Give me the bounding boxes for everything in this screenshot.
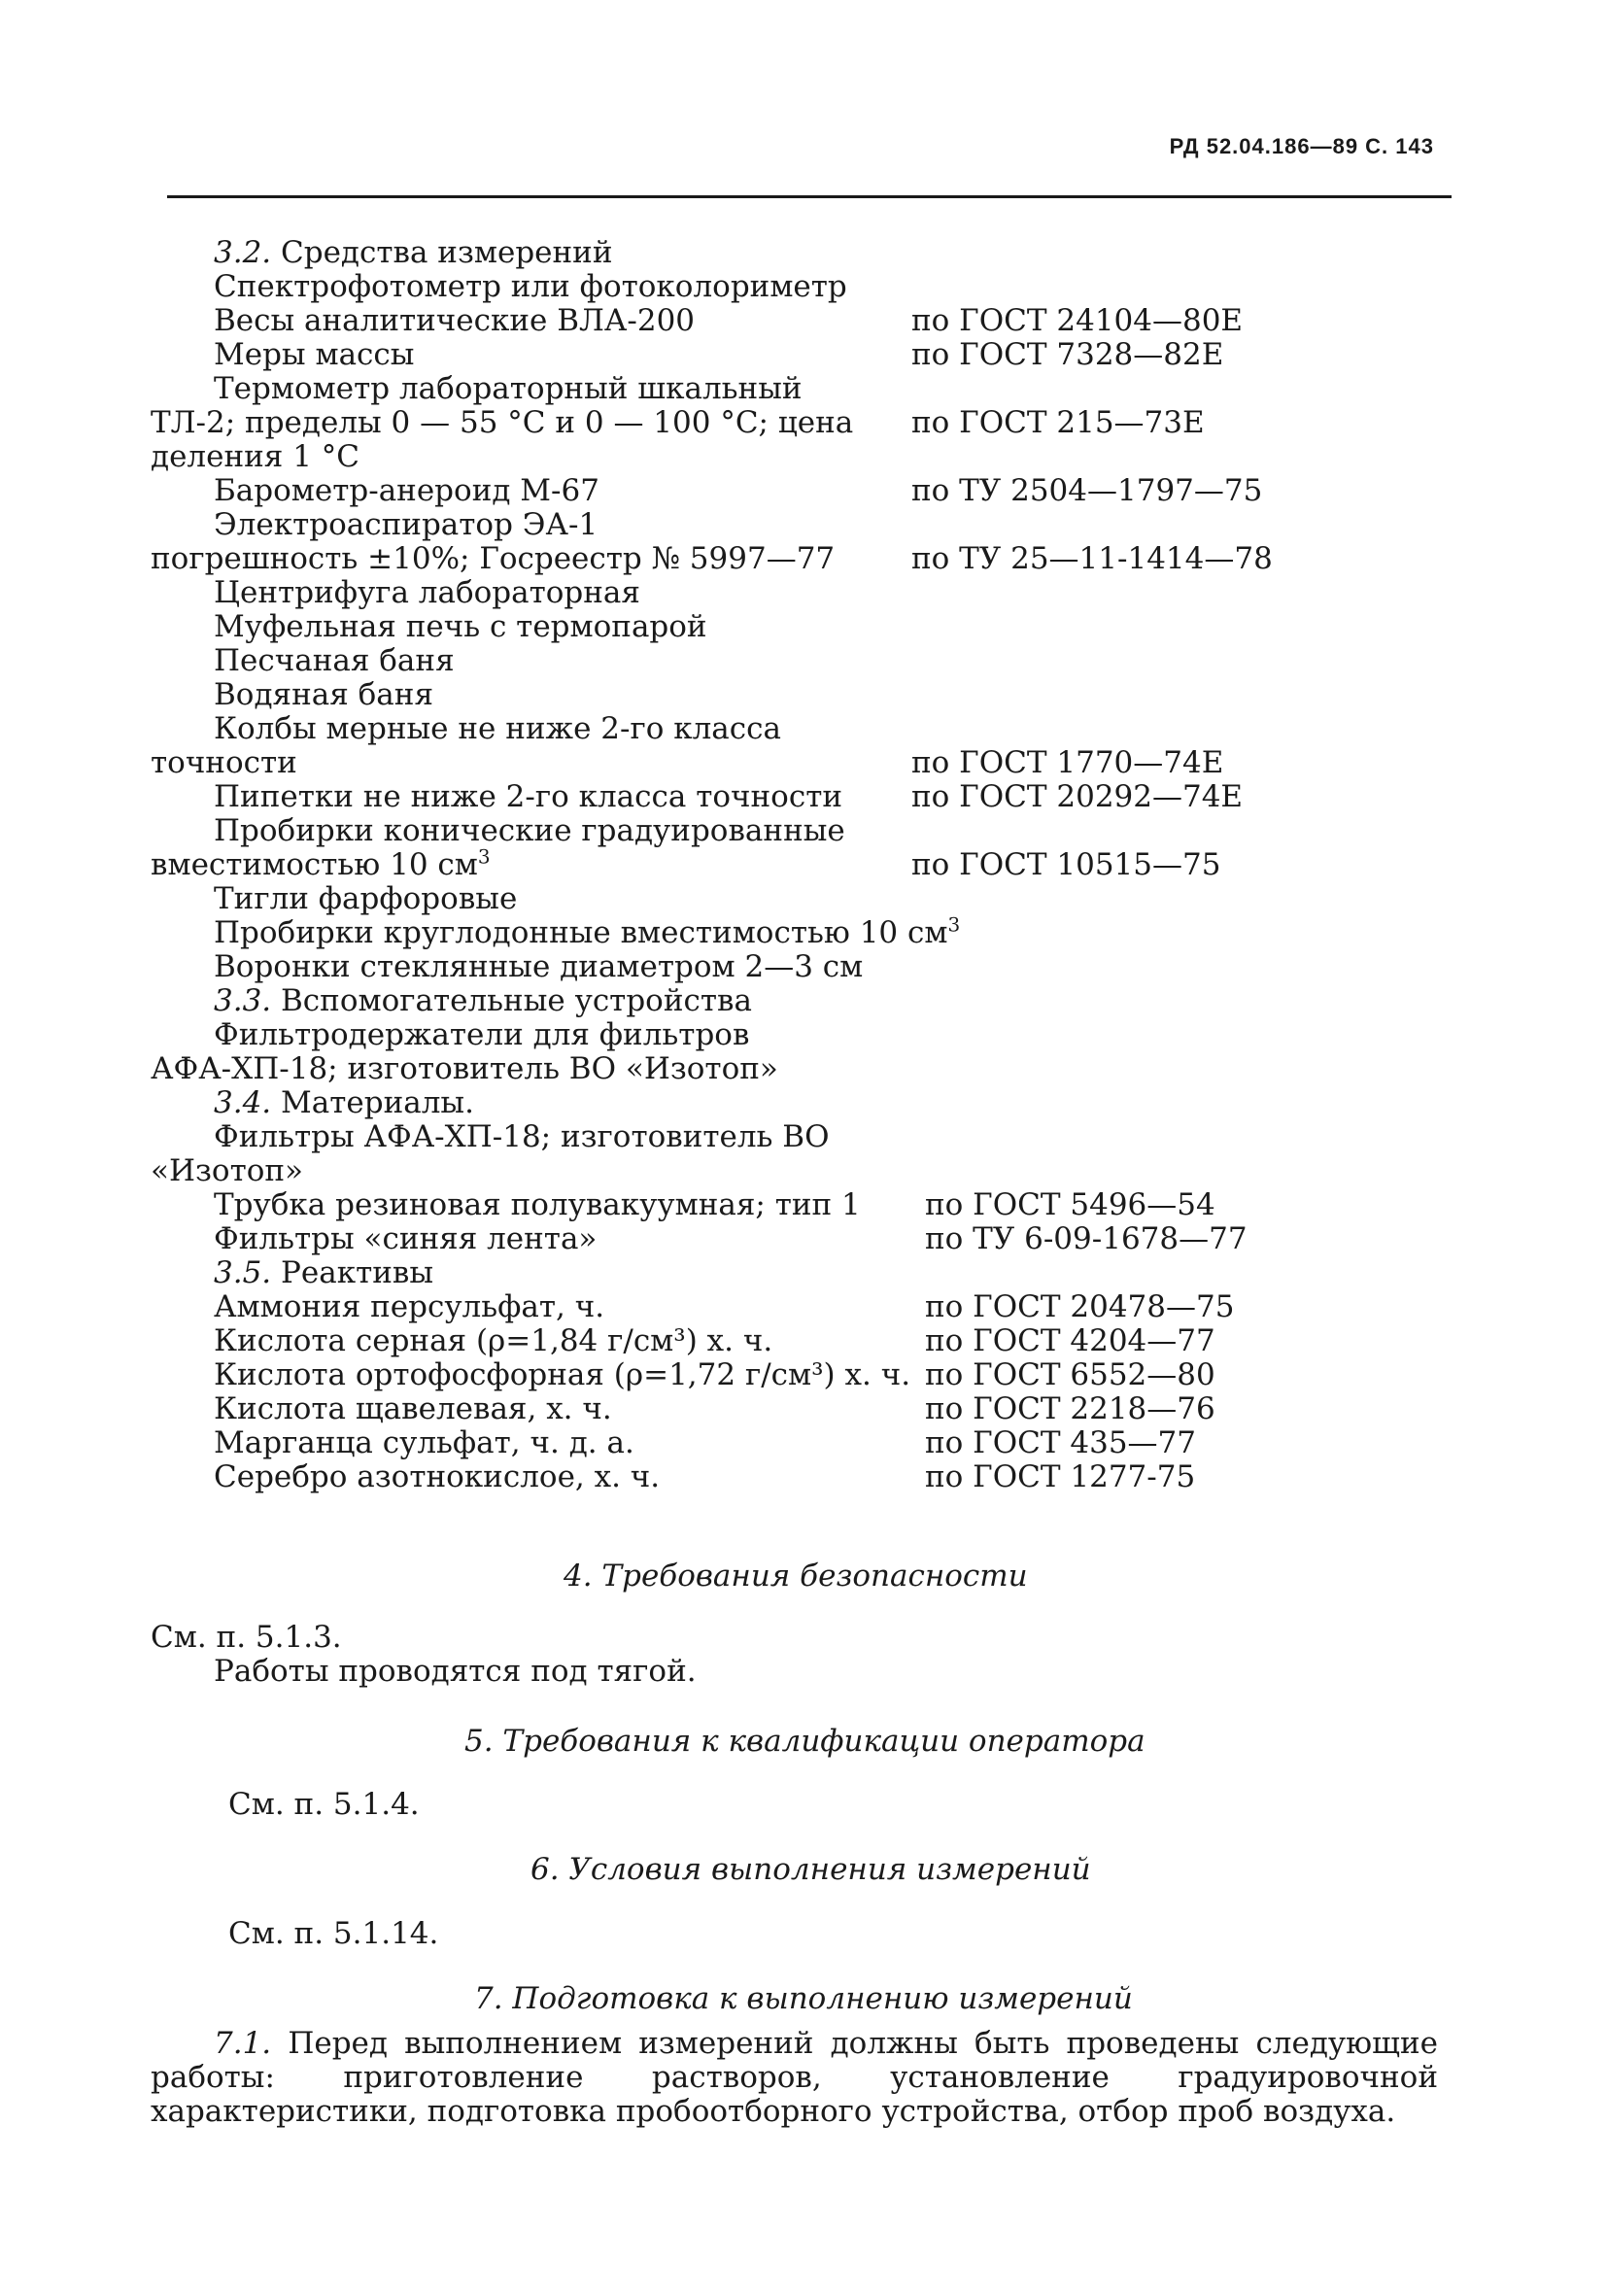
list-item [0, 844, 1607, 882]
item-text [214, 304, 695, 338]
list-item [0, 814, 1607, 848]
list-item [0, 1426, 1607, 1460]
section-number: 3.5. [214, 1255, 272, 1290]
item-standard-ref: по ТУ 2504—1797—75 [911, 473, 1263, 508]
item-text [214, 1460, 660, 1494]
superscript: 3 [477, 844, 491, 869]
item-text [214, 984, 752, 1018]
list-item [0, 780, 1607, 814]
item-text [214, 1120, 830, 1154]
item-standard-ref: по ГОСТ 5496—54 [925, 1187, 1215, 1222]
item-standard-ref: по ГОСТ 1277-75 [925, 1459, 1196, 1494]
item-label: Трубка резиновая полувакуумная; тип 1 [214, 1187, 861, 1222]
list-item [0, 1154, 1607, 1188]
page-header: РД 52.04.186—89 С. 143 [1169, 134, 1434, 158]
item-text [214, 814, 845, 848]
list-item [0, 912, 1607, 950]
item-text [151, 746, 297, 780]
list-item [0, 1120, 1607, 1154]
item-text [214, 610, 707, 644]
list-item [0, 338, 1607, 372]
item-standard-ref: по ГОСТ 20478—75 [925, 1289, 1235, 1324]
item-label: Реактивы [271, 1255, 434, 1290]
list-item [0, 1324, 1607, 1358]
item-label: Фильтры АФА-ХП-18; изготовитель ВО [214, 1119, 830, 1154]
list-item [0, 1222, 1607, 1256]
item-text [214, 644, 455, 678]
section-7-paragraph [151, 2027, 1438, 2129]
list-item [0, 1188, 1607, 1222]
list-item [0, 712, 1607, 746]
list-item [0, 576, 1607, 610]
item-label: Пробирки круглодонные вместимостью 10 см [214, 915, 948, 950]
item-label: Аммония персульфат, ч. [214, 1289, 605, 1324]
item-text [214, 1290, 604, 1324]
item-text [214, 1426, 634, 1460]
item-label: погрешность ±10%; Госреестр № 5997—77 [151, 541, 836, 576]
item-text [214, 1188, 861, 1222]
section-4-text: См. п. 5.1.3. [151, 1620, 342, 1655]
item-label: Тигли фарфоровые [214, 881, 518, 916]
item-standard-ref: по ГОСТ 24104—80Е [911, 303, 1244, 338]
list-item [0, 440, 1607, 474]
item-text [214, 576, 640, 610]
item-text [214, 474, 599, 508]
item-text [214, 1222, 597, 1256]
list-item [0, 1086, 1607, 1120]
item-label: точности [151, 745, 297, 780]
item-text [214, 1324, 772, 1358]
item-label: АФА-ХП-18; изготовитель ВО «Изотоп» [151, 1051, 778, 1086]
list-item [0, 984, 1607, 1018]
item-text [214, 338, 414, 372]
item-label: Барометр-анероид М-67 [214, 473, 599, 508]
list-item [0, 746, 1607, 780]
item-label: ТЛ-2; пределы 0 — 55 °С и 0 — 100 °С; цена [151, 405, 854, 440]
item-label: Пипетки не ниже 2-го класса точности [214, 779, 843, 814]
item-label: Кислота серная (ρ=1,84 г/см³) х. ч. [214, 1323, 773, 1358]
item-standard-ref: по ГОСТ 435—77 [925, 1425, 1196, 1460]
paragraph-text: Перед выполнением измерений должны быть проведены следующие работы: приготовление растворов, установление градуировочной характеристики, подготовка пробоотборного устройства, отбор проб воздуха. [151, 2026, 1438, 2129]
item-label: Воронки стеклянные диаметром 2—3 см [214, 949, 864, 984]
list-item [0, 1460, 1607, 1494]
list-item [0, 1290, 1607, 1324]
item-text [151, 1052, 778, 1086]
item-text [214, 712, 781, 746]
item-text [214, 372, 803, 406]
item-label: Материалы. [271, 1085, 474, 1120]
list-item [0, 644, 1607, 678]
item-label: Спектрофотометр или фотоколориметр [214, 269, 847, 304]
item-label: Электроаспиратор ЭА-1 [214, 507, 598, 542]
section-number: 3.3. [214, 983, 272, 1018]
item-label: Серебро азотнокислое, х. ч. [214, 1459, 661, 1494]
item-label: вместимостью 10 см [151, 847, 478, 882]
item-text [214, 1392, 612, 1426]
section-6-title: 6. Условия выполнения измерений [530, 1852, 1091, 1887]
item-text [214, 1256, 433, 1290]
item-label: Кислота щавелевая, х. ч. [214, 1391, 612, 1426]
item-label: Колбы мерные не ниже 2-го класса [214, 711, 781, 746]
paragraph-number: 7.1. [214, 2026, 272, 2061]
item-text [151, 406, 853, 440]
item-text [151, 1154, 303, 1188]
list-item [0, 474, 1607, 508]
header-rule [167, 195, 1452, 198]
list-item [0, 236, 1607, 270]
section-4-text: Работы проводятся под тягой. [214, 1654, 697, 1689]
list-item [0, 882, 1607, 916]
item-standard-ref: по ГОСТ 4204—77 [925, 1323, 1215, 1358]
item-text [151, 844, 491, 882]
item-text [151, 542, 835, 576]
list-item [0, 508, 1607, 542]
list-item [0, 1392, 1607, 1426]
item-standard-ref: по ГОСТ 2218—76 [925, 1391, 1215, 1426]
list-item [0, 542, 1607, 576]
list-item [0, 270, 1607, 304]
section-6-text: См. п. 5.1.14. [228, 1916, 439, 1951]
item-standard-ref: по ГОСТ 6552—80 [925, 1357, 1215, 1392]
item-standard-ref: по ГОСТ 1770—74Е [911, 745, 1224, 780]
list-item [0, 610, 1607, 644]
item-text [214, 508, 598, 542]
item-label: Меры массы [214, 337, 415, 372]
list-item [0, 1018, 1607, 1052]
item-label: Кислота ортофосфорная (ρ=1,72 г/см³) х. ч. [214, 1357, 911, 1392]
list-item [0, 1256, 1607, 1290]
list-item [0, 1358, 1607, 1392]
item-label: «Изотоп» [151, 1153, 304, 1188]
item-text [214, 780, 842, 814]
item-text [214, 270, 847, 304]
list-item [0, 1052, 1607, 1086]
list-item [0, 304, 1607, 338]
item-label: Центрифуга лабораторная [214, 575, 640, 610]
item-label: Фильтродержатели для фильтров [214, 1017, 750, 1052]
item-label: Фильтры «синяя лента» [214, 1221, 598, 1256]
section-number: 3.4. [214, 1085, 272, 1120]
item-standard-ref: по ТУ 6-09-1678—77 [925, 1221, 1248, 1256]
item-label: Термометр лабораторный шкальный [214, 371, 803, 406]
item-label: Весы аналитические ВЛА-200 [214, 303, 696, 338]
item-text [214, 1018, 749, 1052]
item-label: Водяная баня [214, 677, 434, 712]
item-text [214, 882, 517, 916]
superscript: 3 [947, 912, 961, 937]
item-text [214, 678, 433, 712]
list-item [0, 950, 1607, 984]
item-text [151, 440, 359, 474]
item-text [214, 236, 613, 270]
item-standard-ref: по ГОСТ 20292—74Е [911, 779, 1244, 814]
item-label: Средства измерений [271, 235, 613, 270]
section-5-text: См. п. 5.1.4. [228, 1787, 420, 1822]
item-standard-ref: по ГОСТ 215—73Е [911, 405, 1205, 440]
list-item [0, 678, 1607, 712]
item-label: деления 1 °С [151, 439, 360, 474]
item-standard-ref: по ГОСТ 7328—82Е [911, 337, 1224, 372]
list-item [0, 406, 1607, 440]
item-label: Вспомогательные устройства [271, 983, 752, 1018]
item-standard-ref: по ГОСТ 10515—75 [911, 847, 1221, 882]
item-text [214, 1086, 474, 1120]
item-label: Пробирки конические градуированные [214, 813, 845, 848]
list-item [0, 372, 1607, 406]
section-5-title: 5. Требования к квалификации оператора [464, 1724, 1145, 1759]
section-7-title: 7. Подготовка к выполнению измерений [474, 1981, 1133, 2016]
item-label: Песчаная баня [214, 643, 455, 678]
item-text [214, 912, 961, 950]
section-number: 3.2. [214, 235, 272, 270]
section-4-title: 4. Требования безопасности [564, 1559, 1028, 1593]
item-text [214, 950, 863, 984]
item-label: Марганца сульфат, ч. д. а. [214, 1425, 634, 1460]
item-standard-ref: по ТУ 25—11-1414—78 [911, 541, 1273, 576]
item-label: Муфельная печь с термопарой [214, 609, 707, 644]
item-text [214, 1358, 910, 1392]
